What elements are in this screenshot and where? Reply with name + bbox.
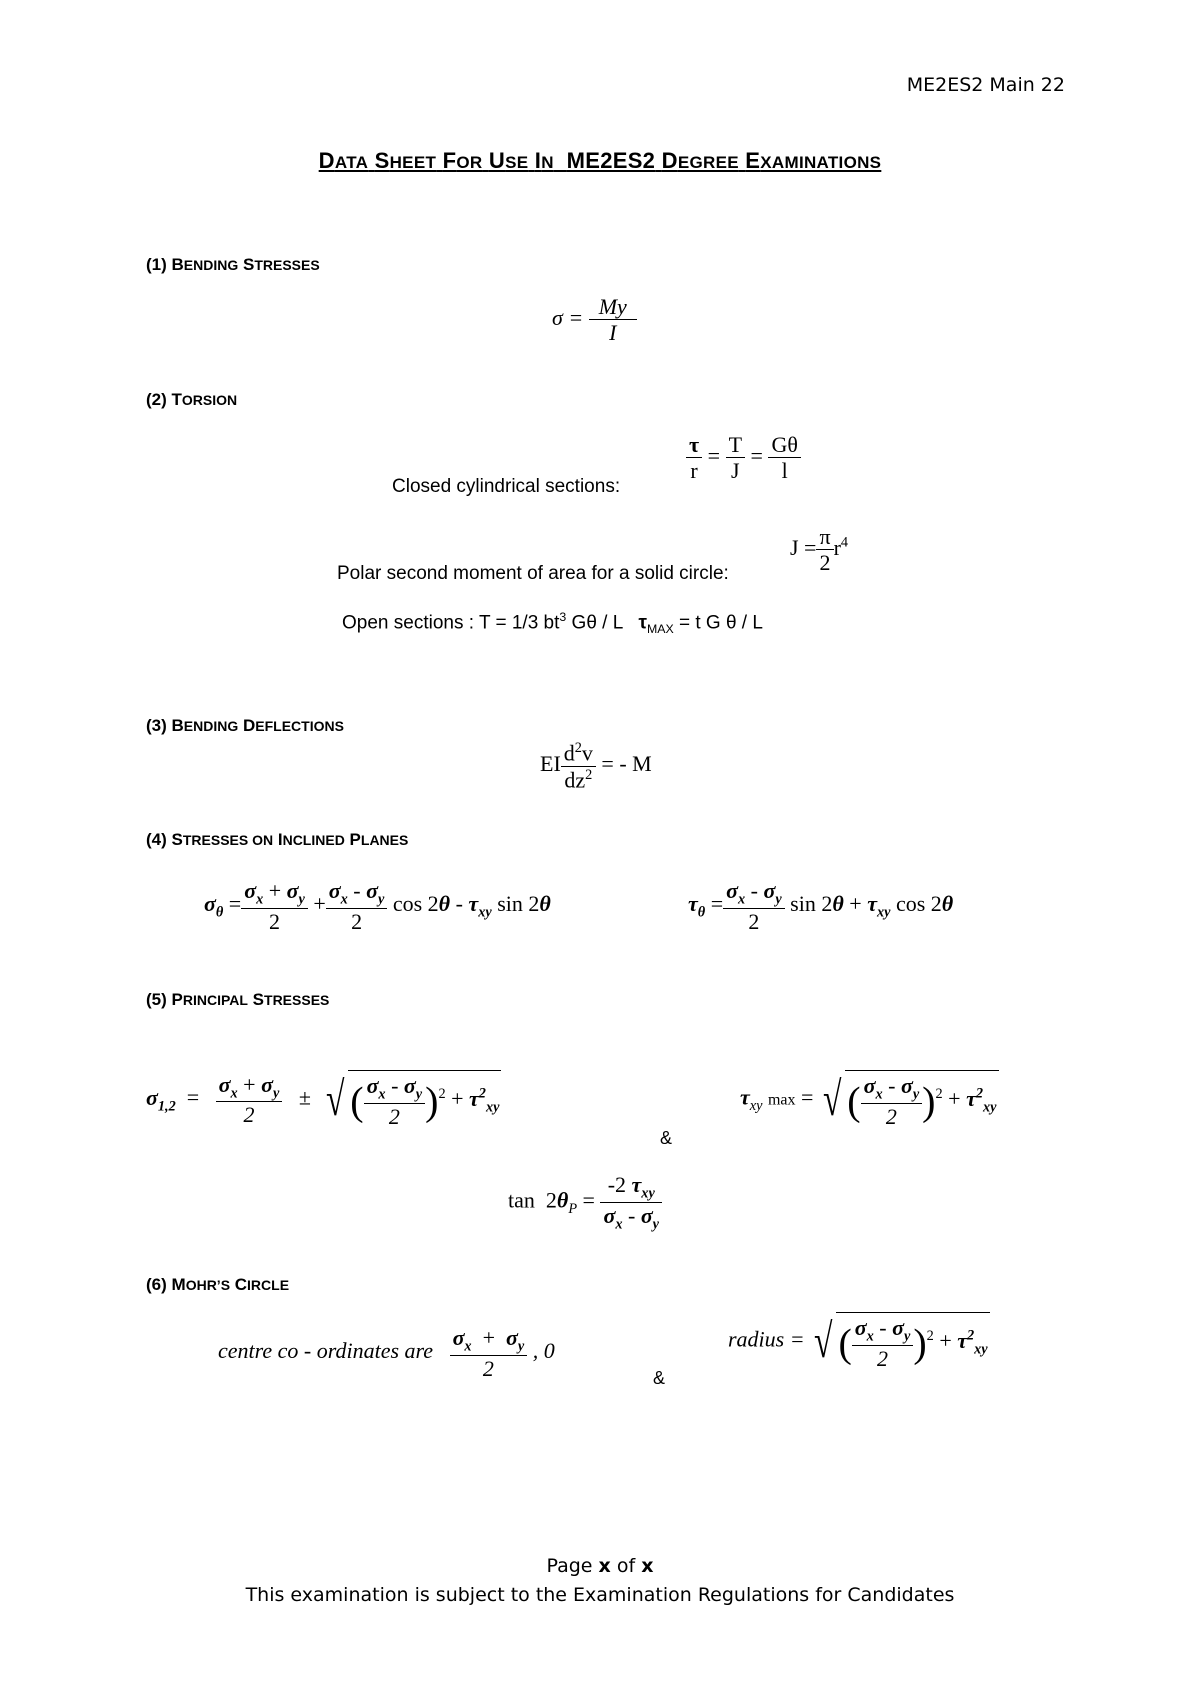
formula-principal-angle: $\tan 2\theta_P$ = $\frac{-2 \tau_{xy}}{\sigma_x - \sigma_y}$ xyxy=(508,1172,662,1233)
formula-polar-moment: J = $\frac{\pi}{2}$ $r^4$ xyxy=(790,524,849,576)
footer-note: This examination is subject to the Examination Regulations for Candidates xyxy=(245,1584,955,1606)
formula-mohr-centre: centre co - ordinates are $\frac{\sigma_x + \sigma_y}{2}$ , 0 xyxy=(218,1325,555,1381)
open-sections-formula: Open sections : T = 1/3 $bt^3$ Gθ / L $\tau_{MAX} = t$ G θ / L xyxy=(342,610,763,637)
page-number: Page x of x xyxy=(546,1555,654,1577)
section-heading-bending-deflections: (3) BENDING DEFLECTIONS xyxy=(146,716,344,735)
header-exam-code: ME2ES2 Main 22 xyxy=(906,74,1065,96)
formula-bending-stress: σ = $\frac{My}{I}$ xyxy=(552,294,637,346)
section-heading-mohrs-circle: (6) MOHR’S CIRCLE xyxy=(146,1275,290,1294)
section-heading-torsion: (2) TORSION xyxy=(146,390,238,409)
formula-normal-stress-inclined: $\sigma_\theta$ = $\frac{\sigma_x + \sigma_y}{2}$ + $\frac{\sigma_x - \sigma_y}{2}$ $\cos 2\theta - \tau_{xy}$ sin 2θ xyxy=(204,878,551,934)
section-heading-inclined-planes: (4) STRESSES ON INCLINED PLANES xyxy=(146,830,409,849)
formula-bending-deflection: EI $\frac{d^2v}{dz^2}$ = - M xyxy=(540,740,652,792)
formula-principal-stresses: $\sigma_{1,2}$ = $\frac{\sigma_x + \sigma_y}{2}$ ± √ ( $\frac{\sigma_x - \sigma_y}{2}$ )$^2 + \tau^2_{xy}$ xyxy=(146,1071,500,1129)
section-heading-principal-stresses: (5) PRINCIPAL STRESSES xyxy=(146,990,330,1009)
page-title: DATA SHEET FOR USE IN ME2ES2 DEGREE EXAMINATIONS xyxy=(318,148,882,173)
closed-sections-label: Closed cylindrical sections: xyxy=(392,476,621,497)
polar-moment-label: Polar second moment of area for a solid circle: xyxy=(337,563,729,584)
formula-max-shear: $\tau_{xy}$ max = √ ( $\frac{\sigma_x - \sigma_y}{2}$ )$^2 + \tau^2_{xy}$ xyxy=(740,1070,999,1129)
formula-mohr-radius: radius = √ ( $\frac{\sigma_x - \sigma_y}{2}$ )$^2 + \tau^2_{xy}$ xyxy=(728,1312,990,1371)
ampersand-principal: & xyxy=(660,1128,673,1148)
formula-torsion: $\frac{\tau}{r}$ = $\frac{T}{J}$ = $\frac{G\theta}{l}$ xyxy=(686,432,801,484)
ampersand-mohr: & xyxy=(653,1368,666,1388)
section-heading-bending-stresses: (1) BENDING STRESSES xyxy=(146,255,320,274)
formula-shear-stress-inclined: $\tau_\theta$ = $\frac{\sigma_x - \sigma_y}{2}$ $\sin 2\theta + \tau_{xy}$ cos 2θ xyxy=(688,878,954,934)
